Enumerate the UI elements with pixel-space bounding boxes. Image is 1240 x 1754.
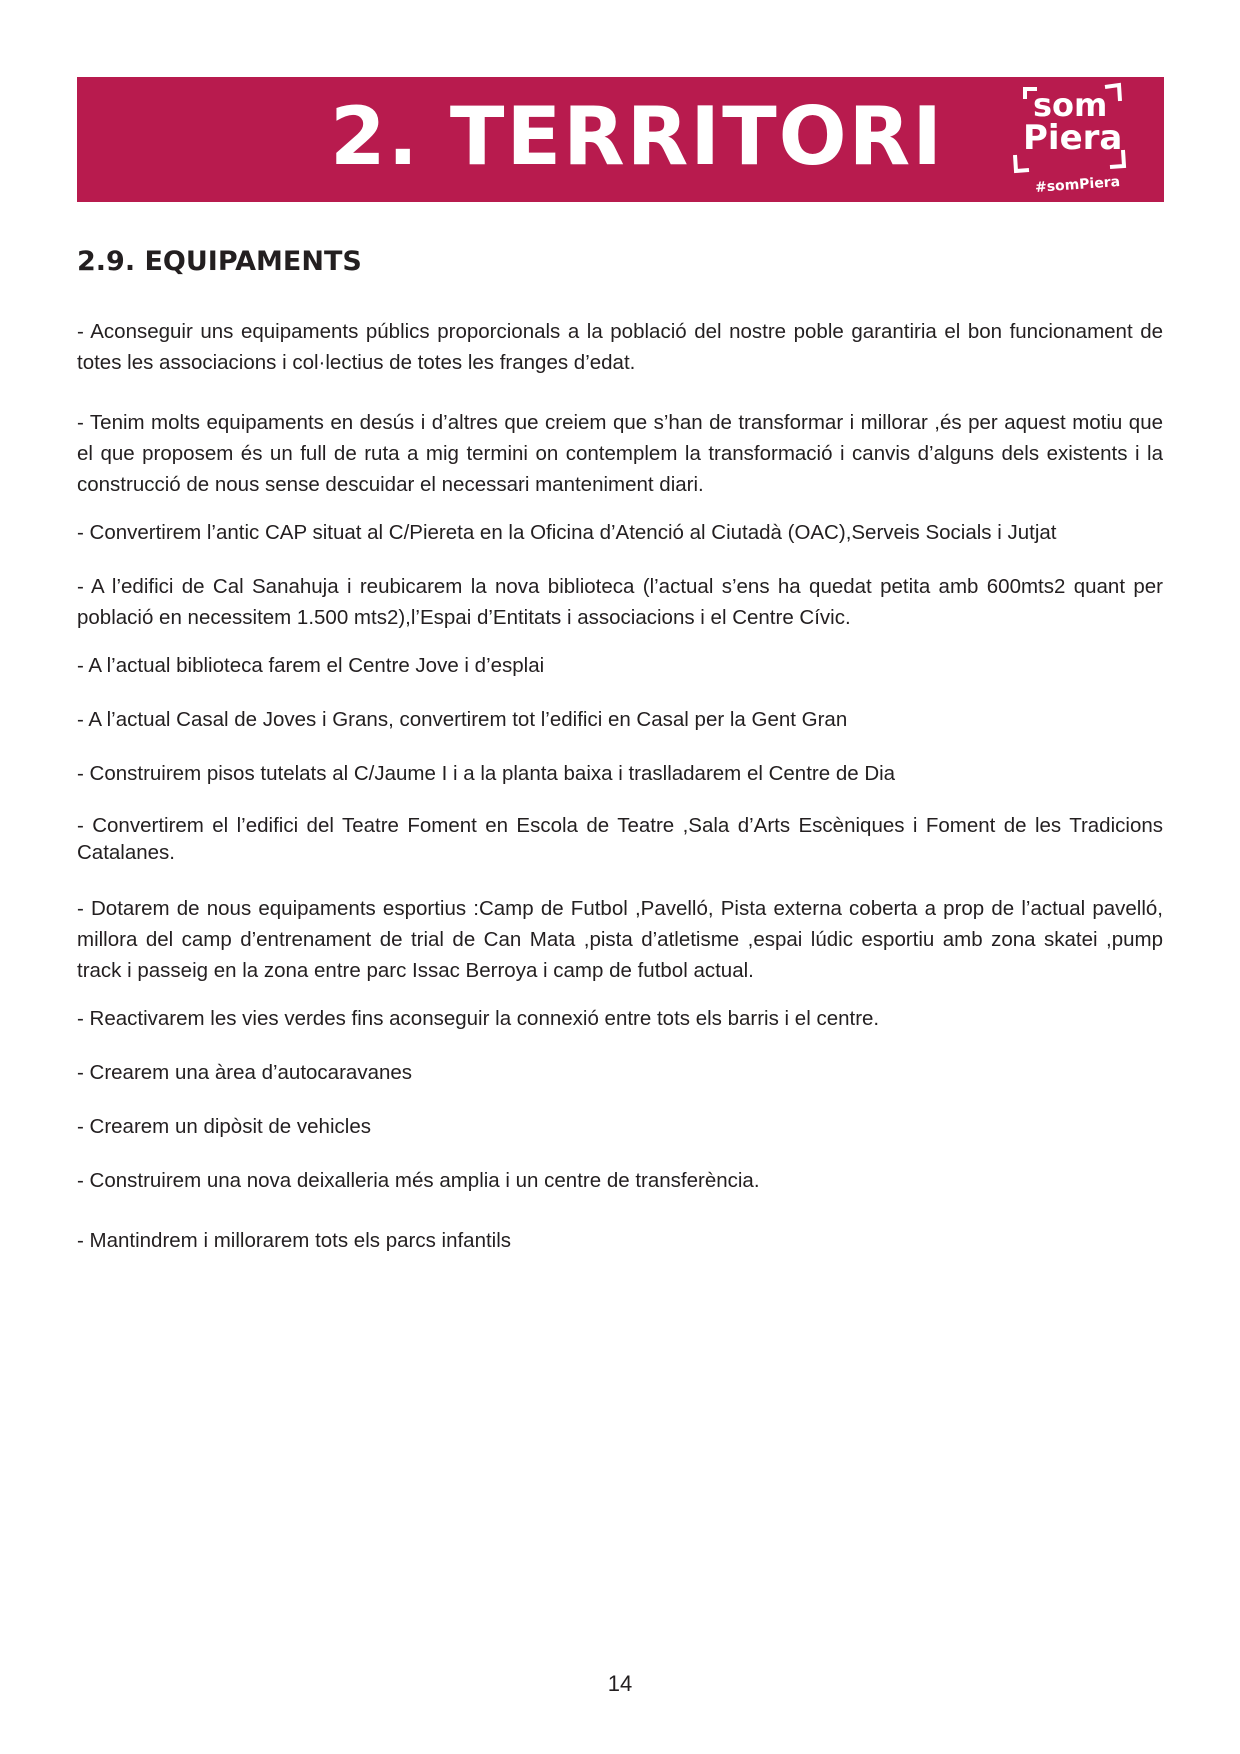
section-heading: 2.9. EQUIPAMENTS: [77, 246, 362, 277]
paragraph: - Tenim molts equipaments en desús i d’altres que creiem que s’han de transformar i millorar ,és per aquest motiu que el que proposem és un full de ruta a mig termini on contemplem la transformació i canvis d’alguns dels existents i la construcció de nous sense descuidar el necessari manteniment diari.: [77, 411, 1163, 496]
paragraph: - Construirem una nova deixalleria més amplia i un centre de transferència.: [77, 1169, 760, 1192]
paragraph: - Crearem una àrea d’autocaravanes: [77, 1061, 413, 1084]
paragraph: - Construirem pisos tutelats al C/Jaume I i a la planta baixa i traslladarem el Centre de Dia: [77, 762, 896, 785]
header-banner: [77, 77, 1164, 202]
paragraph: - Reactivarem les vies verdes fins aconseguir la connexió entre tots els barris i el centre.: [77, 1007, 880, 1030]
paragraph: - Convertirem el l’edifici del Teatre Foment en Escola de Teatre ,Sala d’Arts Escèniques i Foment de les Tradicions Catalanes.: [77, 814, 1163, 864]
logo-text-som: som: [1033, 86, 1108, 124]
som-piera-logo: [987, 77, 1164, 202]
paragraph: - Dotarem de nous equipaments esportius :Camp de Futbol ,Pavelló, Pista externa coberta a prop de l’actual pavelló, millora del camp d’entrenament de trial de Can Mata ,pista d’atletisme ,espai lúdic esportiu amb zona skatei ,pump track i passeig en la zona entre parc Issac Berroya i camp de futbol actual.: [77, 897, 1163, 982]
logo-text-piera: Piera: [1023, 118, 1123, 158]
paragraph: - A l’actual biblioteca farem el Centre Jove i d’esplai: [77, 654, 545, 677]
paragraph: - A l’actual Casal de Joves i Grans, convertirem tot l’edifici en Casal per la Gent Gran: [77, 708, 848, 731]
chapter-title: 2. TERRITORI: [329, 90, 945, 183]
paragraph: - Crearem un dipòsit de vehicles: [77, 1115, 371, 1138]
section-content: [77, 316, 1163, 1256]
logo-hashtag: #somPiera: [1034, 174, 1121, 196]
paragraph: - Mantindrem i millorarem tots els parcs infantils: [77, 1229, 512, 1252]
paragraph: - Convertirem l’antic CAP situat al C/Piereta en la Oficina d’Atenció al Ciutadà (OAC),Serveis Socials i Jutjat: [77, 521, 1057, 544]
paragraph: - Aconseguir uns equipaments públics proporcionals a la població del nostre poble garantiria el bon funcionament de totes les associacions i col·lectius de totes les franges d’edat.: [77, 320, 1163, 374]
page-number: 14: [607, 1671, 633, 1696]
paragraph: - A l’edifici de Cal Sanahuja i reubicarem la nova biblioteca (l’actual s’ens ha quedat petita amb 600mts2 quant per població en necessitem 1.500 mts2),l’Espai d’Entitats i associacions i el Centre Cívic.: [77, 575, 1163, 629]
